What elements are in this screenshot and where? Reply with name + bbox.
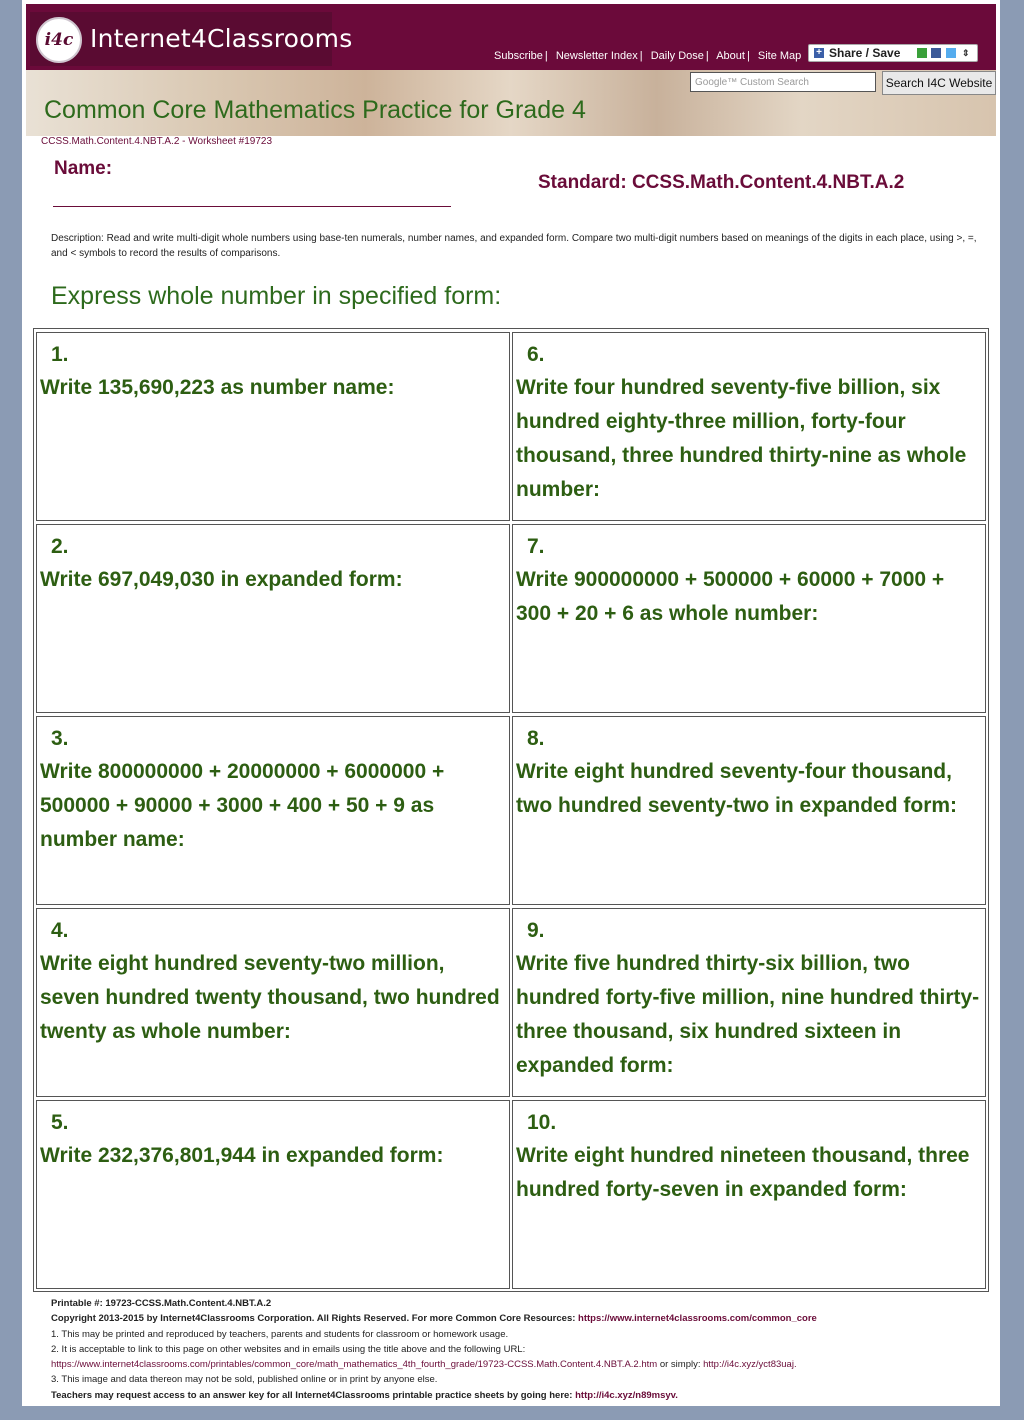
site-logo[interactable] — [30, 12, 353, 66]
question-number: 5. — [51, 1111, 69, 1134]
usage-note-2: 2. It is acceptable to link to this page on other websites and in emails using the title above and the following URL: — [51, 1343, 526, 1355]
standard-description: Description: Read and write multi-digit whole numbers using base-ten numerals, number names, and expanded form. Compare two multi-digit numbers based on meanings of the digits in each place, using >, =, and < symbols to record the results of comparisons. — [51, 233, 977, 259]
share-plus-icon: + — [814, 48, 824, 58]
answer-key-text: Teachers may request access to an answer key for all Internet4Classrooms printable practice sheets by going here: — [51, 1389, 573, 1401]
page-footer — [51, 1296, 991, 1403]
common-core-link[interactable]: https://www.internet4classrooms.com/common_core — [578, 1313, 817, 1325]
question-text: Write eight hundred seventy-two million, seven hundred twenty thousand, two hundred twenty as whole number: — [40, 952, 500, 1043]
question-number: 6. — [527, 343, 545, 366]
share-label: Share / Save — [829, 46, 901, 60]
question-cell — [512, 332, 986, 521]
question-text: Write 232,376,801,944 in expanded form: — [40, 1144, 444, 1167]
share-save-button[interactable] — [808, 44, 978, 62]
nav-site-map[interactable]: Site Map — [757, 50, 802, 62]
question-cell — [512, 716, 986, 905]
share-email-icon — [917, 48, 927, 58]
question-text: Write four hundred seventy-five billion, six hundred eighty-three million, forty-four thousand, three hundred thirty-nine as whole number: — [516, 376, 967, 501]
usage-note-3: 3. This image and data thereon may not be sold, published online or in print by anyone else. — [51, 1374, 438, 1386]
url-line — [51, 1357, 991, 1372]
facebook-icon — [931, 48, 941, 58]
copyright-line — [51, 1311, 991, 1326]
question-number: 8. — [527, 727, 545, 750]
logo-text: Internet4Classrooms — [90, 24, 353, 53]
question-text: Write 697,049,030 in expanded form: — [40, 568, 403, 591]
question-number: 9. — [527, 919, 545, 942]
question-text: Write 800000000 + 20000000 + 6000000 + 500000 + 90000 + 3000 + 400 + 50 + 9 as number name: — [40, 760, 445, 851]
breadcrumb: CCSS.Math.Content.4.NBT.A.2 - Worksheet #19723 — [41, 136, 273, 147]
question-cell — [36, 332, 510, 521]
share-dropdown-icon: ⇕ — [962, 48, 970, 58]
question-text: Write 135,690,223 as number name: — [40, 376, 395, 399]
question-cell — [36, 716, 510, 905]
custom-search-input[interactable]: Google™ Custom Search — [690, 72, 876, 92]
top-nav: Subscribe | Newsletter Index | Daily Dose | About | Site Map — [494, 50, 802, 62]
questions-grid — [33, 328, 989, 1292]
question-cell — [36, 524, 510, 713]
copyright-text: Copyright 2013-2015 by Internet4Classrooms Corporation. All Rights Reserved. For more Common Core Resources: — [51, 1313, 576, 1325]
search-button[interactable]: Search I4C Website — [882, 71, 996, 95]
name-label: Name: — [54, 158, 113, 179]
answer-key-link[interactable]: http://i4c.xyz/n89msyv. — [575, 1389, 678, 1401]
site-header — [26, 4, 996, 136]
question-cell — [36, 1100, 510, 1289]
nav-about[interactable]: About — [716, 50, 745, 62]
page-title: Common Core Mathematics Practice for Grade 4 — [44, 96, 586, 124]
printable-number: Printable #: 19723-CCSS.Math.Content.4.NBT.A.2 — [51, 1298, 272, 1309]
question-cell — [512, 908, 986, 1097]
question-cell — [36, 908, 510, 1097]
question-number: 2. — [51, 535, 69, 558]
question-cell — [512, 1100, 986, 1289]
question-number: 1. — [51, 343, 69, 366]
question-text: Write 900000000 + 500000 + 60000 + 7000 + 300 + 20 + 6 as whole number: — [516, 568, 945, 625]
logo-mark-text: i4c — [44, 30, 74, 50]
nav-daily-dose[interactable]: Daily Dose — [650, 50, 704, 62]
question-number: 7. — [527, 535, 545, 558]
url-or-text: or simply: — [659, 1359, 701, 1371]
question-text: Write eight hundred nineteen thousand, three hundred forty-seven in expanded form: — [516, 1144, 970, 1201]
section-title: Express whole number in specified form: — [51, 282, 502, 310]
nav-newsletter-index[interactable]: Newsletter Index — [555, 50, 638, 62]
short-url-link[interactable]: http://i4c.xyz/yct83uaj. — [703, 1359, 797, 1371]
nav-subscribe[interactable]: Subscribe — [494, 50, 543, 62]
question-number: 10. — [527, 1111, 557, 1134]
standard-label: Standard: CCSS.Math.Content.4.NBT.A.2 — [538, 172, 905, 193]
question-number: 4. — [51, 919, 69, 942]
worksheet-page — [22, 0, 1000, 1406]
usage-note-1: 1. This may be printed and reproduced by teachers, parents and students for classroom or homework usage. — [51, 1328, 509, 1340]
name-write-line — [53, 206, 451, 207]
question-text: Write eight hundred seventy-four thousand, two hundred seventy-two in expanded form: — [516, 760, 958, 817]
question-text: Write five hundred thirty-six billion, two hundred forty-five million, nine hundred thirty-three thousand, six hundred sixteen in expanded form: — [516, 952, 980, 1077]
question-cell — [512, 524, 986, 713]
answer-key-line — [51, 1388, 991, 1403]
logo-mark-icon — [36, 17, 82, 63]
question-number: 3. — [51, 727, 69, 750]
worksheet-url-link[interactable]: https://www.internet4classrooms.com/printables/common_core/math_mathematics_4th_fourth_grade/19723-CCSS.Math.Content.4.NBT.A.2.htm — [51, 1359, 658, 1371]
twitter-icon — [946, 48, 956, 58]
